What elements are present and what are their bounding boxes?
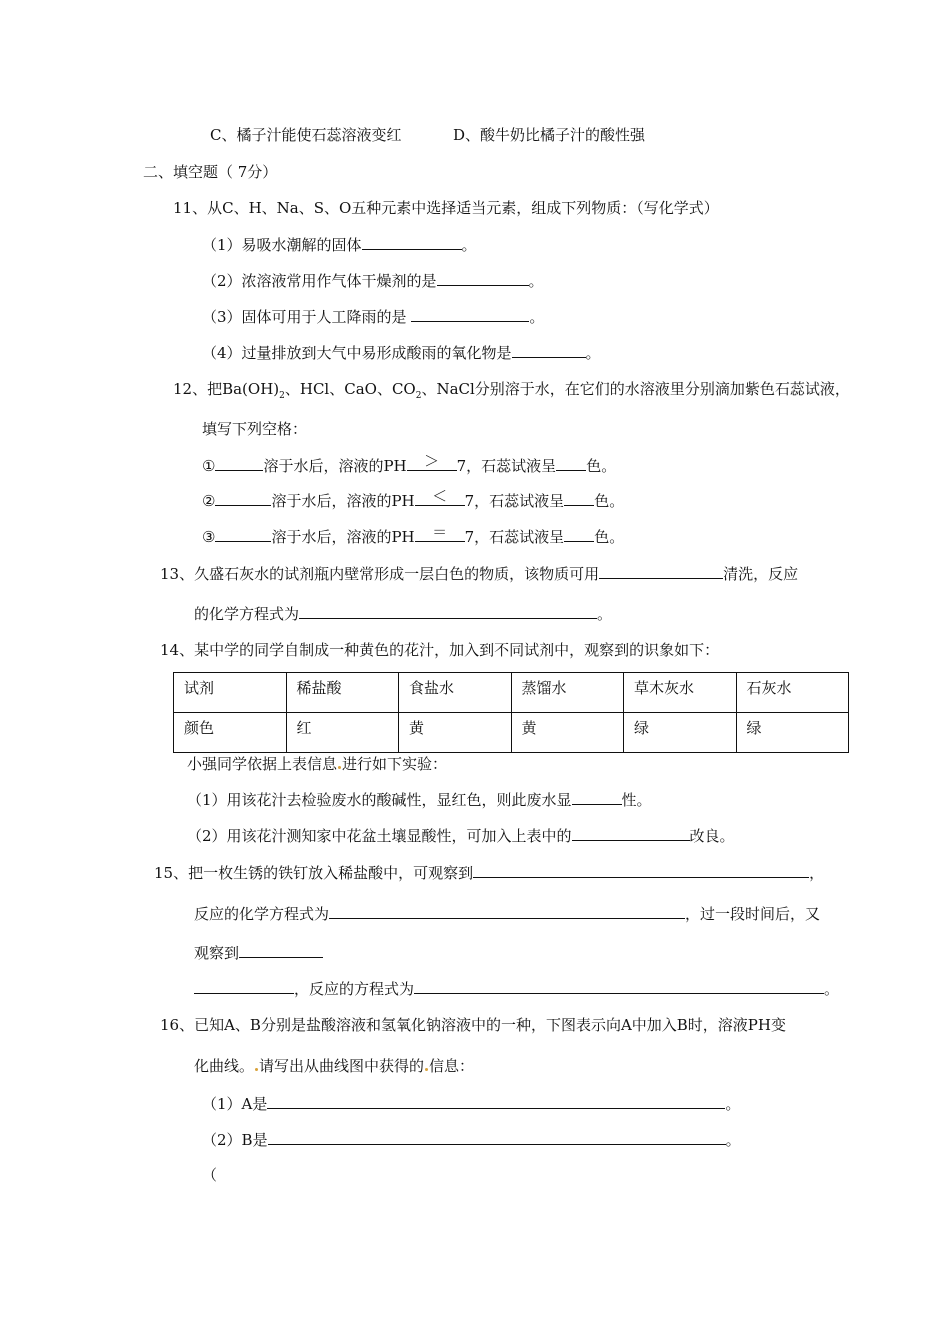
q12-row1: ① 溶于水后，溶液的PH ＞ 7，石蕊试液呈 色。 [202, 452, 617, 475]
q12-stem: 12、把$Ba(OH)_2$、HCl、CaO、$CO_2$、NaCl分别溶于水，在它们的水溶液里分别滴加紫色石蕊试液， [173, 380, 850, 401]
q13-line2: 的化学方程式为 。 [194, 605, 613, 623]
answer-blank[interactable] [362, 234, 462, 250]
answer-blank[interactable] [239, 942, 323, 958]
table-cell: 草木灰水 [624, 673, 737, 713]
answer-blank[interactable] [215, 455, 263, 471]
q11-part4: （4）过量排放到大气中易形成酸雨的氧化物是 。 [202, 344, 601, 362]
table-cell: 蒸馏水 [511, 673, 624, 713]
q15-line4: ，反应的方程式为 。 [194, 978, 839, 999]
dot-mark [425, 1068, 428, 1071]
answer-blank[interactable] [512, 342, 586, 358]
q16-line1: 16、已知A、B分别是盐酸溶液和氢氧化钠溶液中的一种，下图表示向A中加入B时，溶液PH变 [160, 1016, 786, 1034]
sign-blank: ＞ [407, 455, 457, 471]
answer-blank[interactable] [267, 1093, 725, 1109]
answer-blank[interactable] [194, 978, 294, 994]
answer-blank[interactable] [411, 306, 529, 322]
q10-option-c: C、橘子汁能使石蕊溶液变红 [210, 126, 402, 144]
q16-part1: （1）A是 。 [202, 1095, 741, 1113]
section-title: 二、填空题（ 7分） [143, 163, 278, 181]
q16-part2: （2）B是 。 [202, 1131, 741, 1149]
reagent-color-table [173, 672, 849, 753]
q14-part2: （2）用该花汁测知家中花盆土壤显酸性，可加入上表中的 改良。 [187, 827, 735, 845]
answer-blank[interactable] [268, 1129, 726, 1145]
table-cell: 石灰水 [736, 673, 849, 713]
answer-blank[interactable] [473, 862, 809, 878]
table-row [174, 713, 849, 753]
answer-blank[interactable] [414, 978, 824, 994]
q12-row2: ② 溶于水后，溶液的PH ＜ 7，石蕊试液呈 色。 [202, 487, 625, 510]
q11-part3: （3）固体可用于人工降雨的是 。 [202, 308, 545, 326]
answer-blank[interactable] [437, 270, 529, 286]
table-cell: 红 [286, 713, 399, 753]
answer-blank[interactable] [572, 825, 690, 841]
q13-line1: 13、久盛石灰水的试剂瓶内壁常形成一层白色的物质，该物质可用 清洗，反应 [160, 565, 799, 583]
table-cell: 绿 [736, 713, 849, 753]
q14-part1: （1）用该花汁去检验废水的酸碱性，显红色，则此废水显 性。 [187, 791, 652, 809]
answer-blank[interactable] [564, 526, 594, 542]
answer-blank[interactable] [599, 563, 723, 579]
table-cell: 食盐水 [399, 673, 512, 713]
q16-part3: （ [202, 1166, 218, 1184]
q16-line2: 化曲线。 请写出从曲线图中获得的 信息： [194, 1057, 475, 1075]
table-cell: 颜色 [174, 713, 287, 753]
sign-blank: ＝ [415, 526, 465, 542]
q15-line3: 观察到 [194, 942, 323, 963]
answer-blank[interactable] [556, 455, 586, 471]
q14-intro: 小强同学依据上表信息 进行如下实验： [187, 755, 448, 773]
table-cell: 绿 [624, 713, 737, 753]
q15-line1: 15、把一枚生锈的铁钉放入稀盐酸中，可观察到 ， [154, 864, 825, 882]
table-cell: 试剂 [174, 673, 287, 713]
q11-part1: （1）易吸水潮解的固体 。 [202, 236, 477, 254]
q12-row3: ③ 溶于水后，溶液的PH ＝ 7，石蕊试液呈 色。 [202, 523, 625, 546]
answer-blank[interactable] [299, 603, 597, 619]
answer-blank[interactable] [329, 903, 685, 919]
q12-stem2: 填写下列空格： [202, 420, 308, 438]
answer-blank[interactable] [572, 789, 622, 805]
table-cell: 黄 [511, 713, 624, 753]
q11-part2: （2）浓溶液常用作气体干燥剂的是 。 [202, 272, 544, 290]
answer-blank[interactable] [215, 490, 271, 506]
q11-stem: 11、从C、H、Na、S、O五种元素中选择适当元素，组成下列物质：（写化学式） [173, 199, 719, 217]
table-cell: 稀盐酸 [286, 673, 399, 713]
sign-blank: ＜ [415, 490, 465, 506]
table-cell: 黄 [399, 713, 512, 753]
answer-blank[interactable] [215, 526, 271, 542]
q15-line2: 反应的化学方程式为 ，过一段时间后，又 [194, 905, 821, 923]
dot-mark [255, 1068, 258, 1071]
answer-blank[interactable] [564, 490, 594, 506]
table-row [174, 673, 849, 713]
q10-option-d: D、酸牛奶比橘子汁的酸性强 [453, 126, 646, 144]
q14-stem: 14、某中学的同学自制成一种黄色的花汁，加入到不同试剂中，观察到的识象如下： [160, 641, 720, 659]
dot-mark [338, 766, 341, 769]
